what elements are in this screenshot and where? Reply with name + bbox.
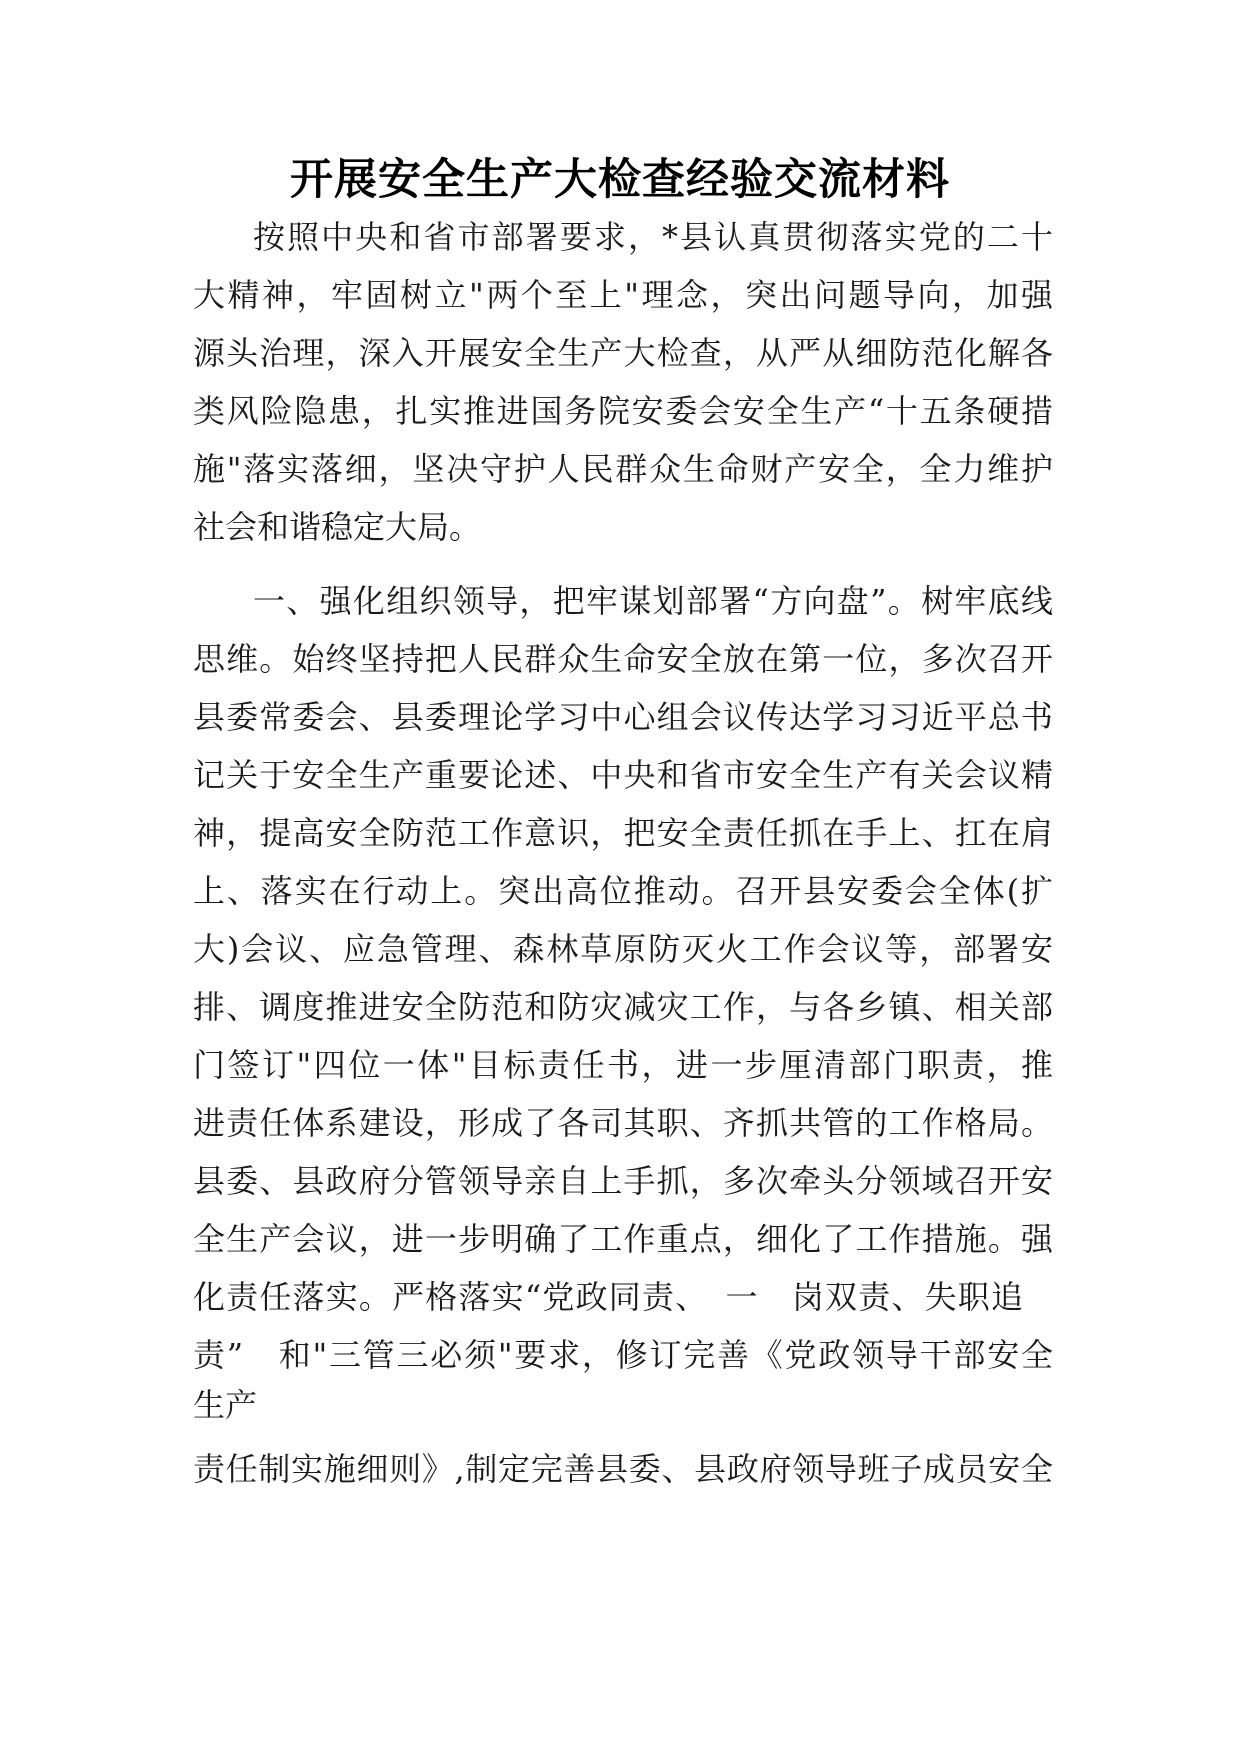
paragraph-2-line-13: 化责任落实。严格落实“党政同责、 一 岗双责、失职追 (193, 1278, 1023, 1316)
paragraph-2-line-2: 思维。始终坚持把人民群众生命安全放在第一位，多次召开 (193, 640, 1053, 678)
paragraph-1-line-1: 按照中央和省市部署要求，*县认真贯彻落实党的二十 (253, 218, 1053, 256)
paragraph-2-line-3: 县委常委会、县委理论学习中心组会议传达学习习近平总书 (193, 698, 1053, 736)
paragraph-2-line-8: 排、调度推进安全防范和防灾减灾工作，与各乡镇、相关部 (193, 988, 1053, 1026)
paragraph-1-line-2: 大精神，牢固树立"两个至上"理念，突出问题导向，加强 (193, 276, 1053, 314)
paragraph-1-line-4: 类风险隐患，扎实推进国务院安委会安全生产“十五条硬措 (193, 392, 1053, 430)
paragraph-2-line-10: 进责任体系建设，形成了各司其职、齐抓共管的工作格局。 (193, 1104, 1053, 1142)
paragraph-2-line-9: 门签订"四位一体"目标责任书，进一步厘清部门职责，推 (193, 1046, 1053, 1084)
paragraph-2-line-14: 责” 和"三管三必须"要求，修订完善《党政领导干部安全 (193, 1336, 1053, 1374)
paragraph-2-line-6: 上、落实在行动上。突出高位推动。召开县安委会全体(扩 (193, 872, 1053, 910)
paragraph-2-line-4: 记关于安全生产重要论述、中央和省市安全生产有关会议精 (193, 756, 1053, 794)
paragraph-2-line-7: 大)会议、应急管理、森林草原防灭火工作会议等，部署安 (193, 930, 1053, 968)
paragraph-2-line-12: 全生产会议，进一步明确了工作重点，细化了工作措施。强 (193, 1220, 1053, 1258)
paragraph-2-line-11: 县委、县政府分管领导亲自上手抓，多次牵头分领域召开安 (193, 1162, 1053, 1200)
paragraph-2-line-16: 责任制实施细则》,制定完善县委、县政府领导班子成员安全 (193, 1450, 1053, 1488)
document-title: 开展安全生产大检查经验交流材料 (290, 155, 950, 205)
paragraph-2-line-5: 神，提高安全防范工作意识，把安全责任抓在手上、扛在肩 (193, 814, 1053, 852)
paragraph-1-line-5: 施"落实落细，坚决守护人民群众生命财产安全，全力维护 (193, 450, 1053, 488)
paragraph-1-line-3: 源头治理，深入开展安全生产大检查，从严从细防范化解各 (193, 334, 1053, 372)
paragraph-2-line-15: 生产 (193, 1386, 258, 1424)
paragraph-2-line-1: 一、强化组织领导，把牢谋划部署“方向盘”。树牢底线 (253, 582, 1053, 620)
paragraph-1-line-6: 社会和谐稳定大局。 (193, 508, 482, 546)
